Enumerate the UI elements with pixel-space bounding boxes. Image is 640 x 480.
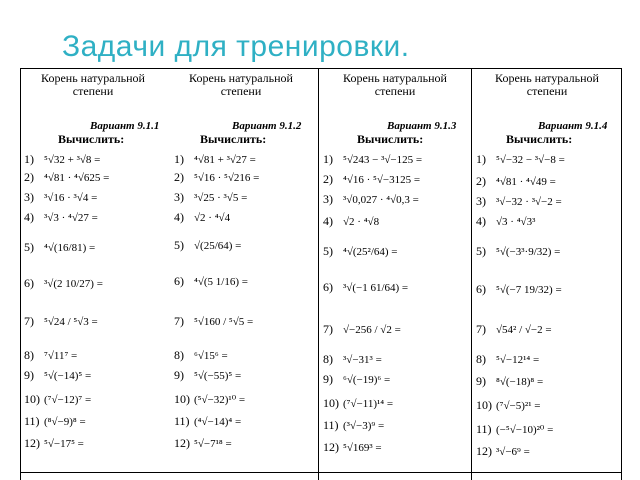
problem-item: [174, 314, 253, 329]
problem-expression: ⁴√(5 1/16) =: [194, 276, 248, 288]
problem-number: 3): [323, 192, 333, 206]
table-border-right: [621, 68, 622, 480]
problem-item: [323, 152, 422, 167]
problem-number: 2): [323, 172, 333, 186]
problem-item: [476, 194, 562, 209]
problem-expression: √3 · ⁴√3³: [496, 216, 536, 228]
problem-expression: √54² / √−2 =: [496, 324, 552, 336]
problem-item: [24, 314, 98, 329]
problem-number: 9): [24, 368, 34, 382]
problem-item: [323, 352, 382, 367]
problem-item: [24, 152, 100, 167]
problem-expression: ⁵√243 − ³√−125 =: [343, 154, 423, 166]
problem-expression: ⁸√(−18)⁸ =: [496, 376, 544, 388]
problem-expression: ⁵√(−55)⁵ =: [194, 370, 242, 382]
problem-number: 1): [174, 152, 184, 166]
problem-item: [476, 322, 552, 337]
problem-number: 6): [323, 280, 333, 294]
problem-number: 3): [24, 190, 34, 204]
problem-expression: (⁵√−32)¹⁰ =: [194, 394, 246, 406]
problem-item: [24, 210, 98, 225]
column-heading: [28, 72, 158, 98]
problem-expression: ⁴√(25²/64) =: [343, 246, 398, 258]
problem-expression: √2 · ⁴√4: [194, 212, 231, 224]
problem-number: 6): [174, 274, 184, 288]
problem-expression: ³√16 · ³√4 =: [44, 192, 98, 204]
problem-number: 1): [24, 152, 34, 166]
problem-number: 12): [476, 444, 492, 458]
page-title: Задачи для тренировки.: [62, 30, 410, 63]
problem-expression: ³√3 · ⁴√27 =: [44, 212, 98, 224]
compute-label: Вычислить:: [506, 132, 573, 146]
problem-expression: ⁴√81 · ⁴√625 =: [44, 172, 110, 184]
variant-label: Вариант 9.1.4: [538, 120, 608, 132]
problem-item: [323, 440, 382, 455]
problem-expression: ⁵√−17⁵ =: [44, 438, 84, 450]
problem-expression: ³√−6⁹ =: [496, 446, 530, 458]
column-variant-1: [20, 68, 170, 472]
problem-expression: ⁷√11⁷ =: [44, 350, 78, 362]
problem-number: 7): [323, 322, 333, 336]
heading-line-1: Корень натуральной: [41, 71, 145, 85]
problem-number: 5): [24, 240, 34, 254]
problem-number: 11): [323, 418, 339, 432]
problem-item: [323, 214, 379, 229]
problem-item: [174, 238, 241, 253]
variant-label: Вариант 9.1.1: [90, 120, 160, 132]
problem-number: 9): [476, 374, 486, 388]
problem-expression: ⁵√16 · ⁵√216 =: [194, 172, 260, 184]
problem-expression: ⁶√15⁶ =: [194, 350, 228, 362]
problem-number: 7): [24, 314, 34, 328]
problem-item: [174, 152, 256, 167]
problem-number: 6): [476, 282, 486, 296]
problem-number: 5): [476, 244, 486, 258]
problem-item: [476, 244, 560, 259]
problem-number: 10): [174, 392, 190, 406]
problem-number: 5): [323, 244, 333, 258]
problem-item: [174, 274, 248, 289]
problem-number: 12): [24, 436, 40, 450]
problem-expression: ⁵√−32 − ³√−8 =: [496, 154, 565, 166]
problem-number: 2): [476, 174, 486, 188]
problem-expression: ³√−31³ =: [343, 354, 382, 366]
problem-item: [476, 398, 540, 413]
problem-expression: ⁴√(16/81) =: [44, 242, 96, 254]
problem-expression: ³√25 · ³√5 =: [194, 192, 248, 204]
problem-item: [323, 418, 384, 433]
problem-item: [174, 414, 241, 429]
problem-item: [323, 244, 398, 259]
problem-number: 8): [24, 348, 34, 362]
problem-number: 8): [476, 352, 486, 366]
problem-item: [24, 436, 84, 451]
problem-item: [24, 240, 95, 255]
column-variant-3: [319, 68, 471, 472]
problem-expression: ⁵√24 / ⁵√3 =: [44, 316, 98, 328]
problem-number: 1): [323, 152, 333, 166]
problem-number: 10): [476, 398, 492, 412]
problem-number: 11): [24, 414, 40, 428]
problem-item: [476, 282, 562, 297]
problem-item: [476, 422, 553, 437]
problem-number: 4): [323, 214, 333, 228]
heading-line-1: Корень натуральной: [495, 71, 599, 85]
problem-item: [174, 170, 259, 185]
problem-item: [323, 280, 408, 295]
problem-number: 4): [476, 214, 486, 228]
problem-item: [24, 276, 103, 291]
column-heading: [176, 72, 306, 98]
heading-line-2: степени: [526, 84, 568, 98]
problem-item: [323, 322, 401, 337]
problem-item: [323, 372, 390, 387]
problem-item: [174, 368, 241, 383]
problem-item: [24, 170, 109, 185]
problem-number: 9): [323, 372, 333, 386]
problem-expression: (⁴√−14)⁴ =: [194, 416, 242, 428]
problem-item: [174, 190, 247, 205]
problem-item: [476, 352, 539, 367]
problem-item: [24, 190, 97, 205]
problem-expression: ⁵√32 + ³√8 =: [44, 154, 101, 166]
heading-line-2: степени: [374, 84, 416, 98]
problem-item: [476, 214, 535, 229]
problem-number: 3): [476, 194, 486, 208]
problem-item: [323, 172, 420, 187]
problem-item: [476, 174, 556, 189]
problem-number: 1): [476, 152, 486, 166]
problem-expression: ³√0,027 · ⁴√0,3 =: [343, 194, 419, 206]
variant-label: Вариант 9.1.2: [232, 120, 302, 132]
problem-expression: √2 · ⁴√8: [343, 216, 380, 228]
heading-line-1: Корень натуральной: [189, 71, 293, 85]
column-variant-2: [170, 68, 318, 472]
problem-item: [323, 396, 393, 411]
problem-expression: √−256 / √2 =: [343, 324, 401, 336]
problem-number: 4): [24, 210, 34, 224]
problem-expression: (³√−3)⁹ =: [343, 420, 385, 432]
problem-number: 8): [174, 348, 184, 362]
problem-item: [24, 414, 86, 429]
problem-number: 2): [24, 170, 34, 184]
problem-expression: (⁸√−9)⁸ =: [44, 416, 86, 428]
table-border-bottom: [20, 472, 622, 473]
problem-number: 7): [174, 314, 184, 328]
compute-label: Вычислить:: [58, 132, 125, 146]
problem-expression: ⁶√(−19)⁶ =: [343, 374, 391, 386]
problem-number: 8): [323, 352, 333, 366]
problem-item: [174, 392, 245, 407]
problem-number: 10): [24, 392, 40, 406]
problem-expression: (⁷√−5)²¹ =: [496, 400, 541, 412]
heading-line-2: степени: [220, 84, 262, 98]
problem-item: [174, 348, 228, 363]
problem-item: [476, 444, 530, 459]
problem-expression: ⁵√169³ =: [343, 442, 382, 454]
problem-expression: ³√(−1 61/64) =: [343, 282, 409, 294]
problem-expression: ³√−32 · ³√−2 =: [496, 196, 562, 208]
problem-number: 2): [174, 170, 184, 184]
problem-number: 6): [24, 276, 34, 290]
problem-item: [323, 192, 419, 207]
problem-expression: ³√(2 10/27) =: [44, 278, 103, 290]
problem-number: 10): [323, 396, 339, 410]
column-heading: [327, 72, 463, 98]
problem-expression: ⁵√(−3³·9/32) =: [496, 246, 561, 258]
problem-item: [174, 436, 232, 451]
problem-item: [24, 368, 91, 383]
problem-number: 9): [174, 368, 184, 382]
problem-number: 3): [174, 190, 184, 204]
problem-expression: (⁷√−11)¹⁴ =: [343, 398, 394, 410]
problem-expression: ⁴√81 + ³√27 =: [194, 154, 256, 166]
problem-expression: (⁷√−12)⁷ =: [44, 394, 92, 406]
problem-expression: ⁵√−12¹⁴ =: [496, 354, 540, 366]
problem-item: [174, 210, 230, 225]
heading-line-2: степени: [72, 84, 114, 98]
exercise-table: [20, 68, 622, 480]
problem-number: 12): [323, 440, 339, 454]
problem-number: 5): [174, 238, 184, 252]
problem-number: 12): [174, 436, 190, 450]
variant-label: Вариант 9.1.3: [387, 120, 457, 132]
column-heading: [480, 72, 614, 98]
compute-label: Вычислить:: [200, 132, 267, 146]
problem-expression: ⁴√16 · ⁵√−3125 =: [343, 174, 421, 186]
problem-item: [24, 348, 77, 363]
problem-number: 7): [476, 322, 486, 336]
heading-line-1: Корень натуральной: [343, 71, 447, 85]
problem-expression: ⁵√160 / ⁵√5 =: [194, 316, 254, 328]
problem-expression: ⁵√(−14)⁵ =: [44, 370, 92, 382]
problem-expression: ⁵√−7¹⁸ =: [194, 438, 232, 450]
problem-item: [476, 152, 565, 167]
problem-item: [24, 392, 91, 407]
problem-expression: (−⁵√−10)²⁰ =: [496, 424, 554, 436]
problem-expression: √(25/64) =: [194, 240, 242, 252]
problem-number: 11): [476, 422, 492, 436]
problem-item: [476, 374, 543, 389]
problem-expression: ⁴√81 · ⁴√49 =: [496, 176, 556, 188]
problem-number: 4): [174, 210, 184, 224]
column-variant-4: [472, 68, 621, 472]
problem-number: 11): [174, 414, 190, 428]
compute-label: Вычислить:: [357, 132, 424, 146]
problem-expression: ⁵√(−7 19/32) =: [496, 284, 562, 296]
